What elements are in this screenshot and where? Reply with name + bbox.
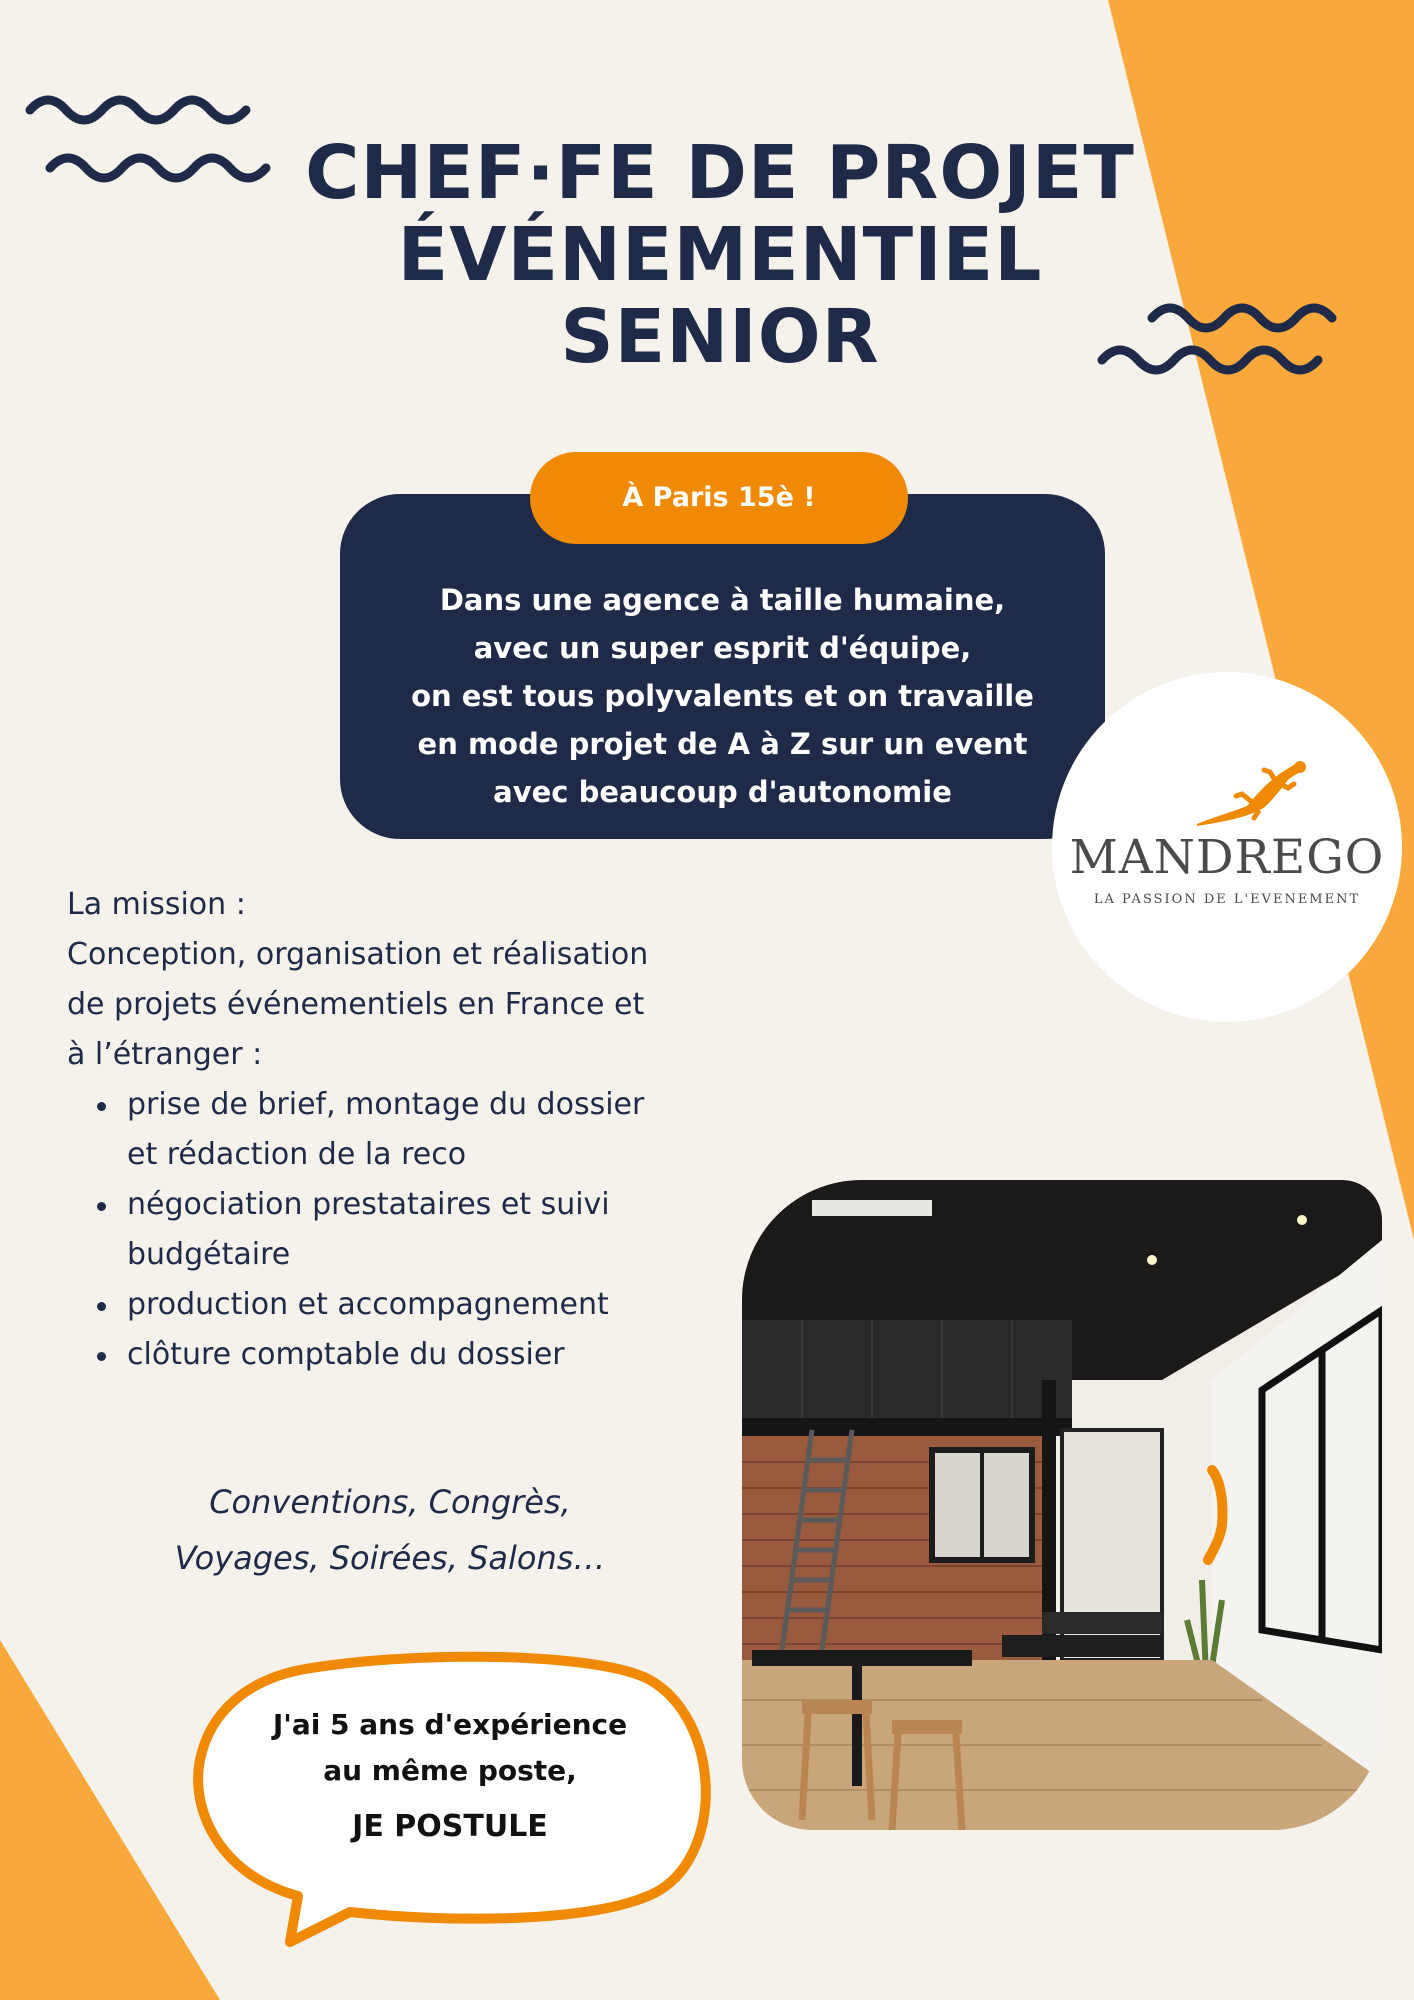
speech-line: J'ai 5 ans d'expérience [272, 1708, 628, 1741]
intro-line: on est tous polyvalents et on travaille [411, 679, 1034, 713]
event-types-line: Conventions, Congrès, [209, 1483, 571, 1521]
mission-heading: La mission : [67, 887, 246, 922]
list-item-line: production et accompagnement [127, 1287, 609, 1322]
list-item-line: prise de brief, montage du dossier [127, 1087, 645, 1122]
event-types-line: Voyages, Soirées, Salons… [174, 1539, 606, 1577]
mission-list [67, 1080, 767, 1380]
list-item-line: budgétaire [127, 1237, 291, 1272]
list-item-line: et rédaction de la reco [127, 1137, 467, 1172]
office-photo [742, 1180, 1382, 1830]
gecko-icon [1192, 754, 1312, 834]
speech-line: au même poste, [323, 1754, 577, 1787]
mission-text: Conception, organisation et réalisation [67, 937, 649, 972]
logo-name: MANDREGO [1069, 830, 1385, 885]
list-item [127, 1330, 767, 1380]
intro-line: avec un super esprit d'équipe, [473, 631, 972, 665]
intro-line: en mode projet de A à Z sur un event [417, 727, 1028, 761]
speech-text [220, 1702, 680, 1850]
list-item [127, 1280, 767, 1330]
mission-section [67, 880, 767, 1380]
title-line: SENIOR [560, 294, 880, 380]
list-item [127, 1180, 767, 1280]
list-item [127, 1080, 767, 1180]
location-badge: À Paris 15è ! [530, 452, 908, 544]
apply-button[interactable]: JE POSTULE [352, 1809, 548, 1844]
mission-text: de projets événementiels en France et [67, 987, 645, 1022]
office-photo-drawing [742, 1180, 1382, 1830]
squiggle-icon [30, 100, 246, 120]
page-title [270, 132, 1170, 378]
intro-text [340, 576, 1105, 816]
company-logo [1052, 672, 1402, 1022]
logo-tagline: LA PASSION DE L'EVENEMENT [1093, 892, 1361, 907]
intro-line: Dans une agence à taille humaine, [439, 583, 1006, 617]
mission-text: à l’étranger : [67, 1037, 263, 1072]
squiggle-icon [50, 158, 266, 178]
intro-line: avec beaucoup d'autonomie [493, 775, 952, 809]
title-line: ÉVÉNEMENTIEL [397, 212, 1043, 298]
intro-box [340, 494, 1105, 839]
list-item-line: clôture comptable du dossier [127, 1337, 565, 1372]
event-types [155, 1474, 625, 1586]
list-item-line: négociation prestataires et suivi [127, 1187, 610, 1222]
title-line: CHEF·FE DE PROJET [305, 130, 1135, 216]
